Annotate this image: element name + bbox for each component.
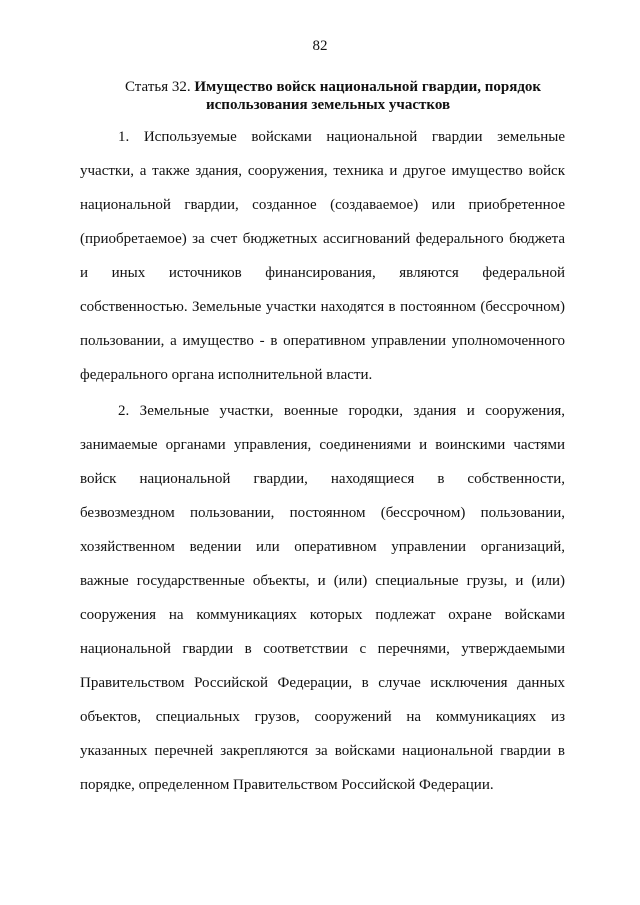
text-line: указанных перечней закрепляются за войсками национальной гвардии в: [80, 743, 565, 759]
text-line: 1. Используемые войсками национальной гвардии земельные: [118, 129, 565, 145]
text-line: собственностью. Земельные участки находятся в постоянном (бессрочном): [80, 299, 565, 315]
article-heading: [125, 78, 575, 114]
text-line: и иных источников финансирования, являются федеральной: [80, 265, 565, 281]
text-line: войск национальной гвардии, находящиеся в собственности,: [80, 471, 565, 487]
text-line: пользовании, а имущество - в оперативном управлении уполномоченного: [80, 333, 565, 349]
text-line: безвозмездном пользовании, постоянном (бессрочном) пользовании,: [80, 505, 565, 521]
text-line: важные государственные объекты, и (или) специальные грузы, и (или): [80, 573, 565, 589]
article-title-line-2: использования земельных участков: [206, 97, 451, 113]
paragraph-2: [80, 394, 565, 802]
text-line: занимаемые органами управления, соединениями и воинскими частями: [80, 437, 565, 453]
article-title-line-1: Имущество войск национальной гвардии, порядок: [194, 79, 542, 95]
text-line: участки, а также здания, сооружения, техника и другое имущество войск: [80, 163, 565, 179]
text-line: национальной гвардии, созданное (создаваемое) или приобретенное: [80, 197, 565, 213]
paragraph-1: [80, 120, 565, 392]
text-line: сооружения на коммуникациях которых подлежат охране войсками: [80, 607, 565, 623]
text-line: объектов, специальных грузов, сооружений на коммуникациях из: [80, 709, 565, 725]
text-line: хозяйственном ведении или оперативном управлении организаций,: [80, 539, 565, 555]
text-line: национальной гвардии в соответствии с перечнями, утверждаемыми: [80, 641, 565, 657]
text-line: Правительством Российской Федерации, в случае исключения данных: [80, 675, 565, 691]
text-line: федерального органа исполнительной власти.: [80, 367, 373, 383]
article-label: Статья 32.: [125, 79, 191, 95]
text-line: (приобретаемое) за счет бюджетных ассигнований федерального бюджета: [80, 231, 565, 247]
text-line: порядке, определенном Правительством Российской Федерации.: [80, 777, 494, 793]
page-number: 82: [312, 38, 328, 54]
text-line: 2. Земельные участки, военные городки, здания и сооружения,: [118, 403, 565, 419]
